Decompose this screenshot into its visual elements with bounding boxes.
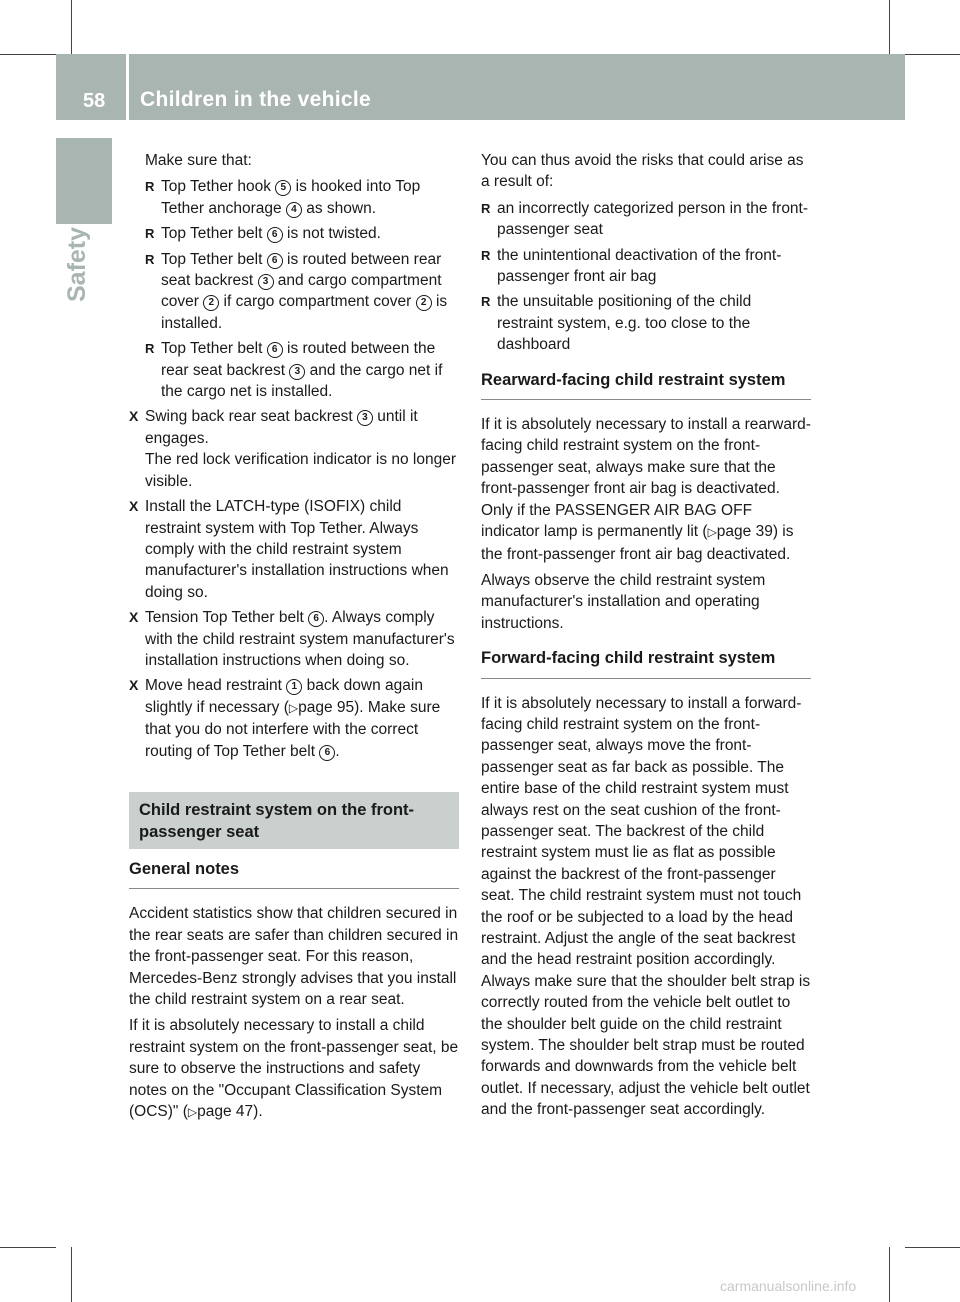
text: as shown. xyxy=(301,199,377,217)
crop-mark xyxy=(905,54,960,55)
text: is hooked into Top Tether anchorage xyxy=(161,178,421,217)
page-number-box xyxy=(56,54,126,120)
list-item xyxy=(481,198,811,241)
list-item xyxy=(145,223,459,244)
page-header xyxy=(56,54,905,120)
paragraph: If it is absolutely necessary to install a forward-facing child restraint system on the front-passenger seat, always move the front-passenger seat as far back as possible. The entire base of the child restraint system must always rest on the seat cushion of the front-passenger seat. The backrest of the child restraint system must lie as flat as possible against the backrest of the front-passenger seat. The child restraint system must not touch the roof or be subjected to a load by the head restraint. Adjust the angle of the seat backrest and the head restraint position accordingly. Always make sure that the shoulder belt strap is correctly routed from the vehicle belt outlet to the shoulder belt guide on the child restraint system. The shoulder belt strap must be routed forwards and downwards from the vehicle belt outlet. If necessary, adjust the vehicle belt outlet and the front-passenger seat accordingly. xyxy=(481,694,811,1119)
header-divider xyxy=(126,54,129,120)
page-link-text[interactable]: page 39) is the front-passenger front air bag deactivated. xyxy=(481,523,794,563)
text: the unsuitable positioning of the child restraint system, e.g. too close to the dashboard xyxy=(497,293,752,354)
callout-2: 2 xyxy=(416,295,432,311)
crop-mark xyxy=(889,0,890,54)
text: The red lock verification indicator is no longer visible. xyxy=(145,451,457,490)
page-ref-arrow-icon: ▷ xyxy=(288,700,299,715)
text: is routed between rear seat backrest xyxy=(161,250,442,290)
text: Move head restraint xyxy=(145,677,287,695)
text: Swing back rear seat backrest xyxy=(145,408,357,426)
text: . xyxy=(335,742,340,760)
crop-mark xyxy=(905,1247,960,1248)
intro-text: Make sure that: xyxy=(145,152,252,169)
text: is not twisted. xyxy=(282,225,381,243)
callout-2: 2 xyxy=(203,295,219,311)
step-item xyxy=(129,607,459,671)
text: Top Tether hook xyxy=(161,178,276,196)
crop-mark xyxy=(71,0,72,54)
callout-6: 6 xyxy=(267,342,283,358)
step-item xyxy=(129,675,459,762)
step-item xyxy=(129,496,459,603)
right-column xyxy=(481,150,811,1126)
crop-mark xyxy=(0,54,56,55)
crop-mark xyxy=(71,1247,72,1302)
text: an incorrectly categorized person in the front-passenger seat xyxy=(497,199,809,239)
section-side-label: Safety xyxy=(63,226,91,302)
list-item xyxy=(145,249,459,335)
list-item xyxy=(145,176,459,219)
callout-5: 5 xyxy=(275,180,291,196)
crop-mark xyxy=(889,1247,890,1302)
paragraph xyxy=(481,414,811,565)
callout-4: 4 xyxy=(286,202,302,218)
list-item xyxy=(481,245,811,288)
callout-1: 1 xyxy=(286,679,302,695)
text: Top Tether belt xyxy=(161,225,267,243)
text: is routed between the rear seat backrest xyxy=(161,340,436,379)
left-column xyxy=(129,150,459,1128)
text: and cargo compartment cover xyxy=(161,272,442,311)
text: until it engages. xyxy=(145,408,418,447)
callout-6: 6 xyxy=(319,745,335,761)
subheading-general-notes: General notes xyxy=(129,859,459,889)
intro-text: You can thus avoid the risks that could arise as a result of: xyxy=(481,152,804,191)
text: and the cargo net if the cargo net is installed. xyxy=(161,361,443,401)
paragraph: Always observe the child restraint system manufacturer's installation and operating instructions. xyxy=(481,571,766,632)
callout-3: 3 xyxy=(289,364,305,380)
callout-6: 6 xyxy=(267,253,283,269)
text: If it is absolutely necessary to install a rearward-facing child restraint system on the front-passenger seat, always make sure that the front-passenger front air bag is deactivated. Only if the PASSENGER AIR BAG OFF indicator lamp is permanently lit ( xyxy=(481,416,811,541)
page-title: Children in the vehicle xyxy=(140,88,371,111)
text: If it is absolutely necessary to install a child restraint system on the front-passenger seat, be sure to observe the instructions and safety notes on the "Occupant Classification System (OCS)" ( xyxy=(129,1017,459,1121)
callout-3: 3 xyxy=(258,274,274,290)
text: Top Tether belt xyxy=(161,340,267,358)
list-item xyxy=(481,291,811,355)
step-item xyxy=(129,406,459,492)
crop-mark xyxy=(0,1247,56,1248)
page-ref-arrow-icon: ▷ xyxy=(187,1105,198,1120)
paragraph xyxy=(129,1015,459,1123)
section-title: Child restraint system on the front-passenger seat xyxy=(129,792,459,849)
page-link-text[interactable]: page 95). Make sure that you do not interfere with the correct routing of Top Tether belt xyxy=(145,698,441,760)
text: the unintentional deactivation of the front-passenger front air bag xyxy=(497,246,782,286)
subheading-forward: Forward-facing child restraint system xyxy=(481,648,811,678)
watermark: carmanualsonline.info xyxy=(720,1278,857,1294)
page-number: 58 xyxy=(83,90,106,112)
text: Install the LATCH-type (ISOFIX) child restraint system with Top Tether. Always comply with the child restraint system manufacturer's installation instructions when doing so. xyxy=(145,498,449,601)
list-item xyxy=(145,338,459,402)
section-tab xyxy=(56,138,112,224)
callout-3: 3 xyxy=(357,410,373,426)
callout-6: 6 xyxy=(308,611,324,627)
text: . Always comply with the child restraint system manufacturer's installation instructions when doing so. xyxy=(145,609,455,669)
callout-6: 6 xyxy=(267,227,283,243)
page-ref-arrow-icon: ▷ xyxy=(707,525,717,540)
text: is installed. xyxy=(161,293,448,332)
subheading-rearward: Rearward-facing child restraint system xyxy=(481,370,811,400)
text: back down again slightly if necessary ( xyxy=(145,677,423,716)
page-link-text[interactable]: page 47). xyxy=(197,1103,263,1121)
text: if cargo compartment cover xyxy=(219,293,416,311)
paragraph: Accident statistics show that children secured in the rear seats are safer than children secured in the front-passenger seat. For this reason, Mercedes-Benz strongly advises that you install the child restraint system on a rear seat. xyxy=(129,905,459,1008)
text: Top Tether belt xyxy=(161,250,267,268)
text: Tension Top Tether belt xyxy=(145,609,309,627)
